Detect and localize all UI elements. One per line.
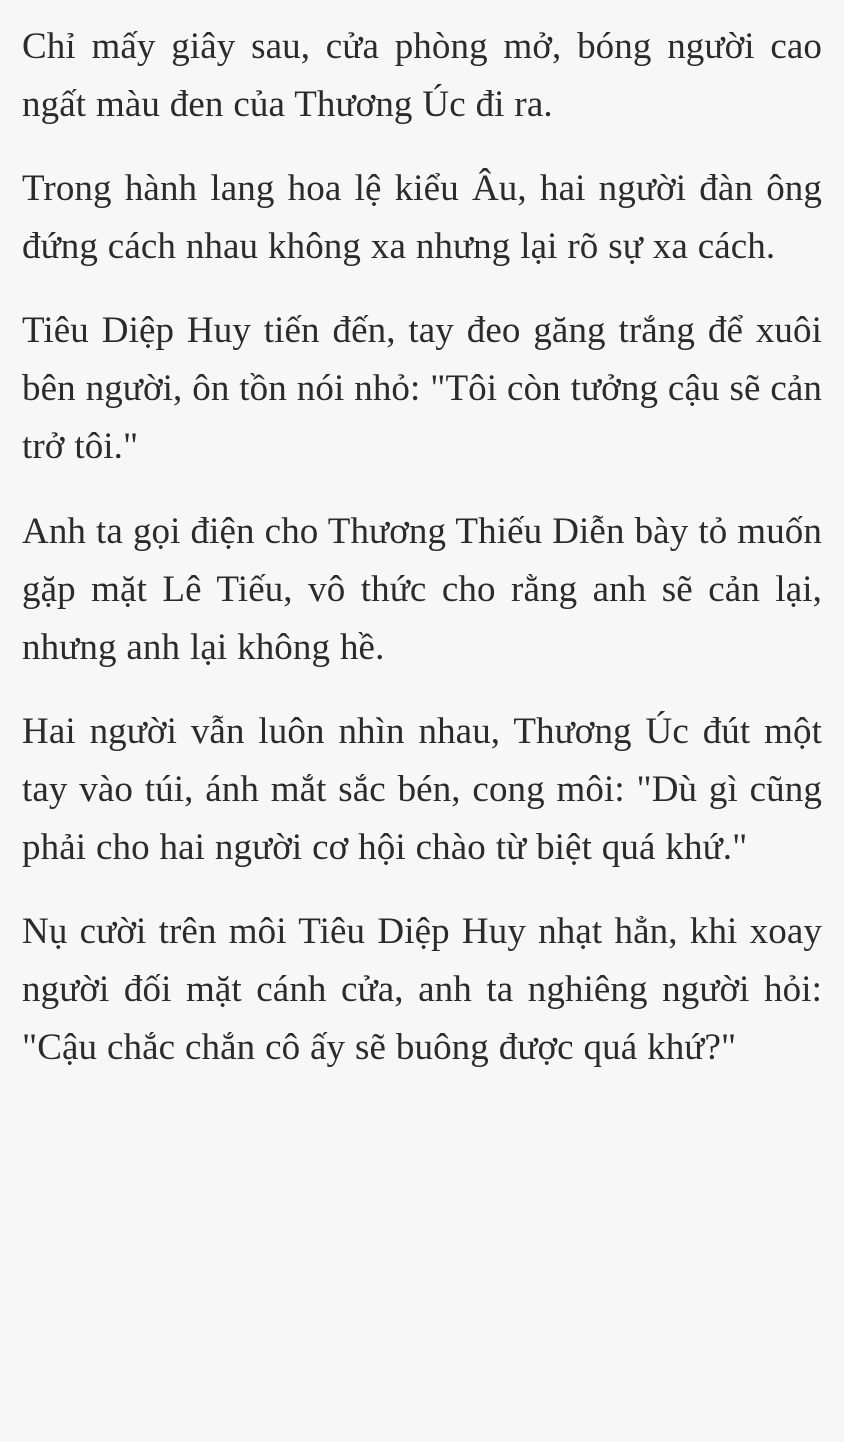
paragraph: Trong hành lang hoa lệ kiểu Âu, hai người đàn ông đứng cách nhau không xa nhưng lại rõ sự xa cách. (22, 168, 822, 268)
paragraph: Hai người vẫn luôn nhìn nhau, Thương Úc đút một tay vào túi, ánh mắt sắc bén, cong môi: "Dù gì cũng phải cho hai người cơ hội chào từ biệt quá khứ." (22, 710, 822, 868)
paragraph: Tiêu Diệp Huy tiến đến, tay đeo găng trắng để xuôi bên người, ôn tồn nói nhỏ: "Tôi còn tưởng cậu sẽ cản trở tôi." (22, 310, 822, 468)
paragraph: Chỉ mấy giây sau, cửa phòng mở, bóng người cao ngất màu đen của Thương Úc đi ra. (22, 26, 822, 126)
paragraph: Anh ta gọi điện cho Thương Thiếu Diễn bày tỏ muốn gặp mặt Lê Tiếu, vô thức cho rằng anh sẽ cản lại, nhưng anh lại không hề. (22, 510, 822, 668)
paragraph: Nụ cười trên môi Tiêu Diệp Huy nhạt hẳn, khi xoay người đối mặt cánh cửa, anh ta nghiêng người hỏi: "Cậu chắc chắn cô ấy sẽ buông được quá khứ?" (22, 911, 822, 1069)
